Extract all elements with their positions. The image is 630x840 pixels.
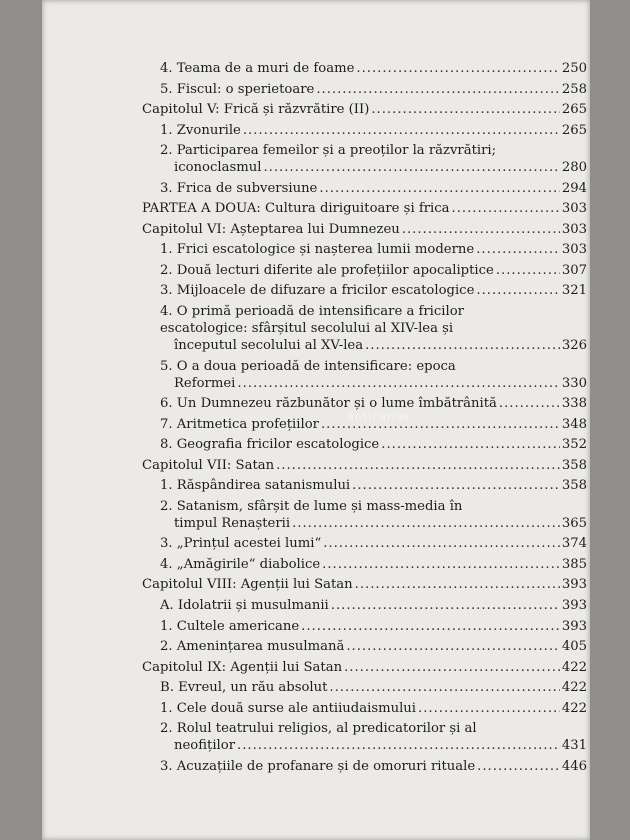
dot-leader [276,457,560,474]
toc-section-entry [142,720,587,754]
toc-section-entry [142,597,587,614]
toc-entry-title-continued: începutul secolului al XV-lea [174,338,364,354]
toc-section-entry [142,122,587,139]
toc-entry-page: 303 [561,242,587,258]
toc-entry-page: 393 [561,618,587,634]
toc-entry-page: 358 [561,478,587,494]
toc-entry-page: 393 [561,577,587,593]
toc-entry-page: 374 [561,536,587,552]
dot-leader [292,515,560,532]
dot-leader [381,436,560,453]
toc-section-entry [142,262,587,279]
toc-entry-title: 7. Aritmetica profețiilor [160,416,319,432]
toc-section-entry [142,758,587,775]
toc-entry-last-line [160,375,587,392]
toc-entry-page: 365 [561,515,587,531]
toc-section-entry [142,498,587,532]
toc-section-entry [142,60,587,77]
toc-chapter-entry [142,457,587,474]
toc-entry-last-line [160,337,587,354]
toc-entry-title: 6. Un Dumnezeu răzbunător și o lume îmbătrânită [160,396,497,412]
dot-leader [476,282,559,299]
book-page [42,0,590,840]
toc-section-entry [142,679,587,696]
toc-entry-page: 265 [561,102,587,118]
toc-entry-page: 352 [561,437,587,453]
dot-leader [355,576,560,593]
dot-leader [365,337,560,354]
toc-entry-last-line [160,515,587,532]
dot-leader [352,477,560,494]
toc-entry-title-continued: Reformei [174,375,236,391]
toc-entry-page: 303 [561,201,587,217]
dot-leader [452,200,560,217]
toc-entry-page: 303 [561,221,587,237]
toc-entry-title-continued: timpul Renașterii [174,515,291,531]
toc-section-entry [142,700,587,717]
dot-leader [316,81,560,98]
toc-entry-title: Capitolul VII: Satan [142,457,275,473]
toc-entry-page: 358 [561,457,587,473]
toc-entry-page: 385 [561,556,587,572]
toc-entry-last-line [160,159,587,176]
watermark: anticariat [347,410,410,423]
toc-entry-page: 321 [561,283,587,299]
toc-entry-page: 265 [561,122,587,138]
toc-section-entry [142,638,587,655]
toc-section-entry [142,556,587,573]
toc-entry-title: 4. O primă perioadă de intensificare a fricilor [160,304,464,320]
toc-entry-title: 2. Participarea femeilor și a preoților la răzvrătiri; [160,143,497,159]
toc-entry-title: 3. Frica de subversiune [160,180,318,196]
toc-entry-title: A. Idolatrii și musulmanii [160,598,329,614]
toc-entry-title: 2. Rolul teatrului religios, al predicatorilor și al [160,721,477,737]
toc-entry-title: 2. Două lecturi diferite ale profețiilor apocaliptice [160,262,494,278]
toc-entry-title: 1. Frici escatologice și nașterea lumii moderne [160,242,475,258]
dot-leader [499,395,560,412]
toc-entry-title: 1. Răspândirea satanismului [160,478,351,494]
toc-entry-title: 5. O a doua perioadă de intensificare: epoca [160,358,456,374]
dot-leader [263,159,559,176]
toc-entry-title: Capitolul VI: Așteptarea lui Dumnezeu [142,221,400,237]
dot-leader [329,679,559,696]
toc-entry-title: 1. Cele două surse ale antiiudaismului [160,700,417,716]
toc-section-entry [142,535,587,552]
toc-section-entry [142,618,587,635]
dot-leader [402,221,560,238]
toc-entry-title-continued: iconoclasmul [174,160,262,176]
toc-entry-title: Capitolul VIII: Agenții lui Satan [142,577,353,593]
toc-chapter-entry [142,101,587,118]
toc-entry-page: 431 [561,738,587,754]
toc-entry-page: 330 [561,375,587,391]
toc-section-entry [142,241,587,258]
toc-section-entry [142,436,587,453]
dot-leader [496,262,560,279]
toc-chapter-entry [142,200,587,217]
toc-entry-title: 3. „Prințul acestei lumi“ [160,536,322,552]
toc-entry-page: 422 [561,700,587,716]
toc-entry-title: 4. „Amăgirile“ diabolice [160,556,321,572]
dot-leader [418,700,560,717]
toc-section-entry [142,358,587,392]
dot-leader [371,101,559,118]
toc-entry-page: 326 [561,338,587,354]
dot-leader [477,758,560,775]
toc-section-entry [142,142,587,176]
toc-chapter-entry [142,576,587,593]
toc-entry-title: Capitolul IX: Agenții lui Satan [142,659,343,675]
dot-leader [346,638,559,655]
toc-entry-page: 393 [561,598,587,614]
toc-entry-page: 405 [561,639,587,655]
toc-entry-title: B. Evreul, un rău absolut [160,680,328,696]
toc-entry-page: 338 [561,396,587,412]
toc-entry-last-line [160,737,587,754]
toc-entry-page: 422 [561,659,587,675]
dot-leader [237,737,560,754]
toc-section-entry [142,282,587,299]
dot-leader [344,659,560,676]
toc-entry-page: 280 [561,160,587,176]
toc-entry-page: 258 [561,81,587,97]
dot-leader [319,180,559,197]
dot-leader [331,597,560,614]
toc-entry-title: 2. Amenințarea musulmană [160,639,345,655]
dot-leader [237,375,559,392]
toc-entry-page: 294 [561,180,587,196]
dot-leader [356,60,559,77]
toc-entry-title-continued: escatologice: sfârșitul secolului al XIV-lea și [160,321,454,337]
dot-leader [476,241,560,258]
toc-entry-page: 422 [561,680,587,696]
toc-entry-page: 446 [561,758,587,774]
toc-entry-page: 348 [561,416,587,432]
toc-entry-page: 250 [561,61,587,76]
toc-entry-title-continued: neofiților [174,738,236,754]
toc-section-entry [142,477,587,494]
toc-chapter-entry [142,659,587,676]
toc-entry-title: 5. Fiscul: o sperietoare [160,81,315,97]
dot-leader [243,122,560,139]
dot-leader [322,556,560,573]
toc-entry-title: 2. Satanism, sfârșit de lume și mass-media în [160,498,463,514]
toc-entry-title: Capitolul V: Frică și răzvrătire (II) [142,102,370,118]
toc-entry-title: 3. Acuzațiile de profanare și de omoruri rituale [160,758,476,774]
toc-entry-page: 307 [561,262,587,278]
dot-leader [301,618,560,635]
dot-leader [323,535,560,552]
toc-section-entry [142,81,587,98]
toc-section-entry [142,180,587,197]
toc-entry-title: 1. Zvonurile [160,122,241,138]
toc-section-entry [142,303,587,354]
toc-entry-title: PARTEA A DOUA: Cultura diriguitoare și frica [142,201,450,217]
toc-entry-title: 1. Cultele americane [160,618,300,634]
toc-chapter-entry [142,221,587,238]
toc-entry-title: 4. Teama de a muri de foame [160,61,355,76]
toc-entry-title: 3. Mijloacele de difuzare a fricilor escatologice [160,283,475,299]
toc-entry-title: 8. Geografia fricilor escatologice [160,437,380,453]
